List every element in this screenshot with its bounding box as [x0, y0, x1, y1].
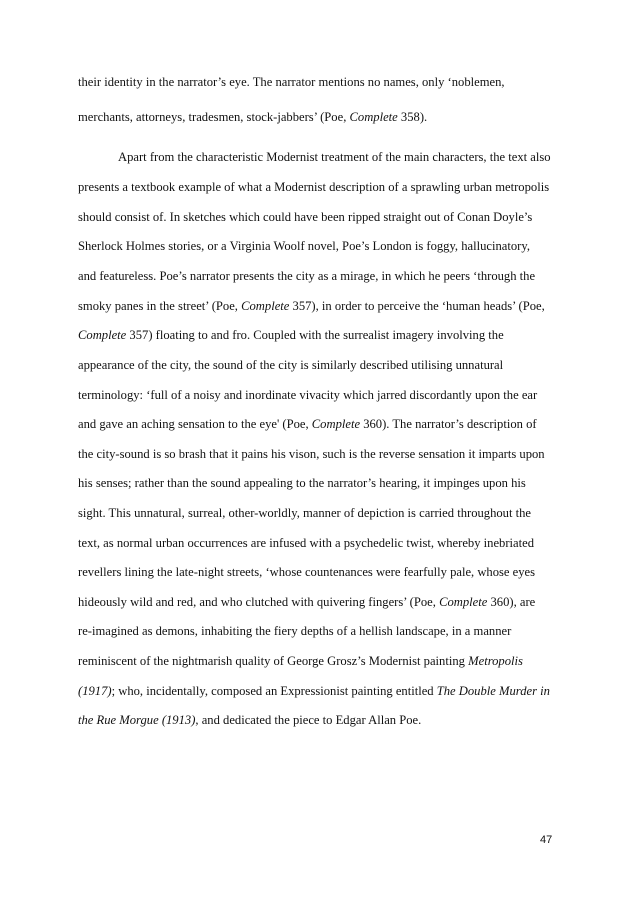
- page-number: 47: [540, 834, 553, 846]
- text-line: [118, 149, 570, 165]
- text-run: and featureless. Poe’s narrator presents the city as a mirage, in which he peers ‘through the: [78, 269, 536, 283]
- italic-text-run: Complete: [349, 110, 398, 124]
- text-run: smoky panes in the street’ (Poe,: [78, 299, 242, 313]
- italic-text-run: Complete: [311, 417, 361, 431]
- text-run: appearance of the city, the sound of the city is similarly described utilising unnatural: [78, 358, 504, 372]
- text-run: 360), are: [487, 595, 536, 609]
- italic-text-run: Complete: [439, 595, 488, 609]
- text-line: [78, 712, 570, 728]
- text-run: , and dedicated the piece to Edgar Allan Poe.: [195, 713, 422, 727]
- text-run: 357) floating to and fro. Coupled with the surrealist imagery involving the: [126, 328, 504, 342]
- text-line: [78, 387, 570, 403]
- text-line: [78, 209, 570, 225]
- text-run: Sherlock Holmes stories, or a Virginia Woolf novel, Poe’s London is foggy, hallucinatory,: [78, 239, 531, 253]
- text-line: [78, 327, 570, 343]
- italic-text-run: the Rue Morgue (1913): [78, 713, 196, 727]
- italic-text-run: Complete: [78, 328, 127, 342]
- italic-text-run: The Double Murder in: [436, 684, 550, 698]
- text-line: [78, 238, 570, 254]
- text-run: the city-sound is so brash that it pains his vison, such is the reverse sensation it imparts upon: [78, 447, 545, 461]
- text-line: [78, 564, 570, 580]
- text-line: [78, 109, 570, 125]
- italic-text-run: Complete: [241, 299, 290, 313]
- text-run: should consist of. In sketches which could have been ripped straight out of Conan Doyle’s: [78, 210, 533, 224]
- text-line: [78, 446, 570, 462]
- text-run: text, as normal urban occurrences are infused with a psychedelic twist, whereby inebriated: [78, 536, 535, 550]
- text-line: [78, 623, 570, 639]
- text-run: reminiscent of the nightmarish quality of George Grosz’s Modernist painting: [78, 654, 469, 668]
- text-line: [78, 268, 570, 284]
- text-line: [78, 357, 570, 373]
- text-run: terminology: ‘full of a noisy and inordinate vivacity which jarred discordantly upon the ear: [78, 388, 538, 402]
- text-run: merchants, attorneys, tradesmen, stock-jabbers’ (Poe,: [78, 110, 350, 124]
- text-line: [78, 179, 570, 195]
- text-run: their identity in the narrator’s eye. The narrator mentions no names, only ‘noblemen,: [78, 75, 505, 89]
- text-run: and gave an aching sensation to the eye' (Poe,: [78, 417, 312, 431]
- text-line: [78, 653, 570, 669]
- text-line: [78, 535, 570, 551]
- text-run: his senses; rather than the sound appealing to the narrator’s hearing, it impinges upon his: [78, 476, 526, 490]
- text-line: [78, 594, 570, 610]
- text-line: [78, 298, 570, 314]
- text-line: [78, 74, 570, 90]
- text-line: [78, 475, 570, 491]
- text-run: presents a textbook example of what a Modernist description of a sprawling urban metropolis: [78, 180, 550, 194]
- italic-text-run: Metropolis: [468, 654, 523, 668]
- italic-text-run: (1917): [78, 684, 112, 698]
- text-run: revellers lining the late-night streets, ‘whose countenances were fearfully pale, whose eyes: [78, 565, 536, 579]
- text-run: ; who, incidentally, composed an Expressionist painting entitled: [111, 684, 437, 698]
- text-line: [78, 416, 570, 432]
- text-run: Apart from the characteristic Modernist treatment of the main characters, the text also: [118, 150, 551, 164]
- text-run: sight. This unnatural, surreal, other-worldly, manner of depiction is carried throughout the: [78, 506, 532, 520]
- text-line: [78, 505, 570, 521]
- text-run: re-imagined as demons, inhabiting the fiery depths of a hellish landscape, in a manner: [78, 624, 512, 638]
- text-run: 357), in order to perceive the ‘human heads’ (Poe,: [289, 299, 545, 313]
- text-run: hideously wild and red, and who clutched with quivering fingers’ (Poe,: [78, 595, 440, 609]
- text-run: 360). The narrator’s description of: [360, 417, 537, 431]
- text-run: 358).: [397, 110, 428, 124]
- text-line: [78, 683, 570, 699]
